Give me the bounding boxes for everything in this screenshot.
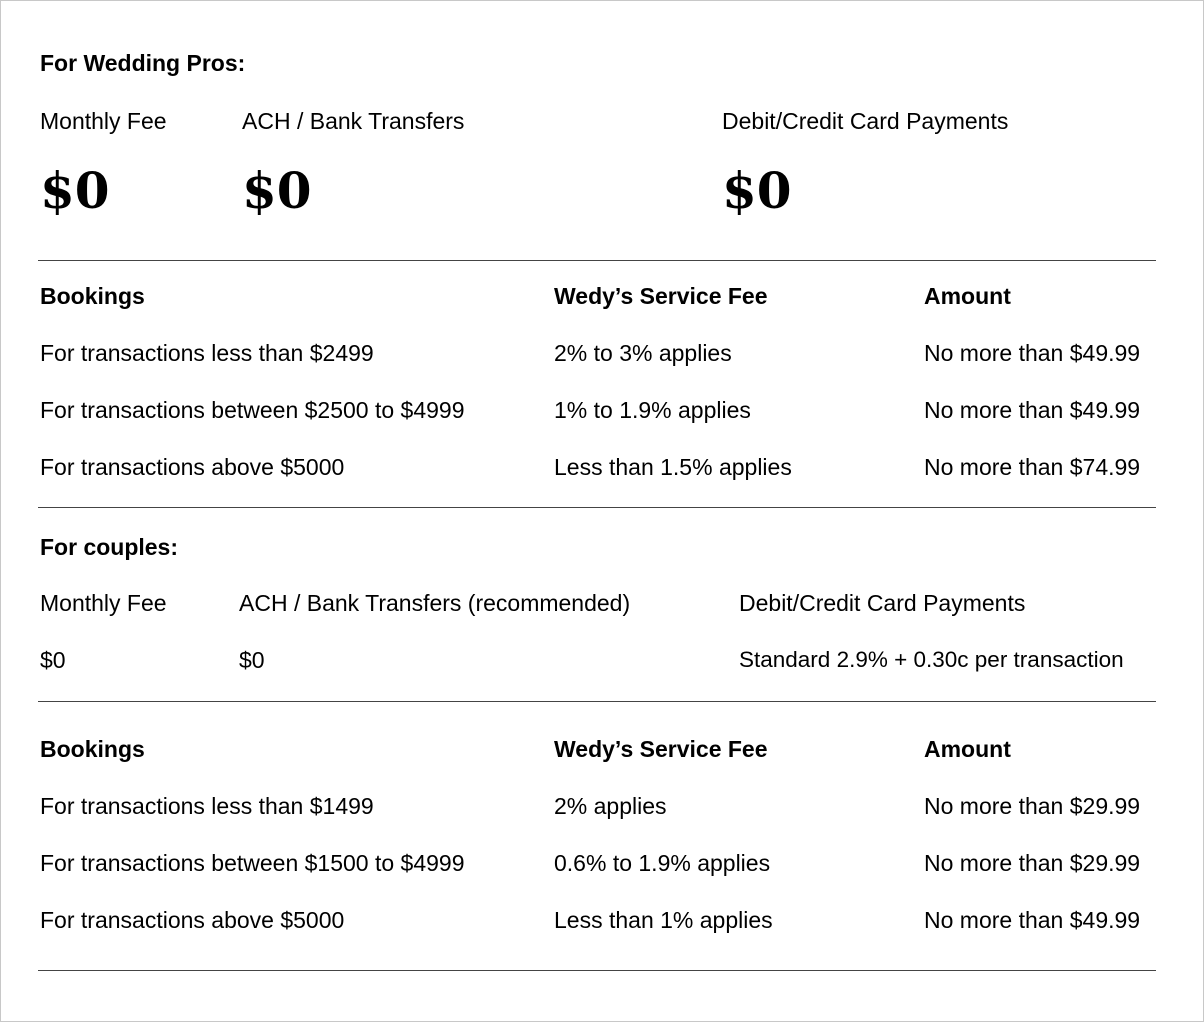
table-row-amount: No more than $49.99 xyxy=(924,907,1141,933)
couples-card-value: Standard 2.9% + 0.30c per transaction xyxy=(739,647,1124,672)
couples-ach-label: ACH / Bank Transfers (recommended) xyxy=(239,590,631,616)
table-header-amount: Amount xyxy=(924,283,1011,309)
divider xyxy=(38,507,1156,508)
pros-card-label: Debit/Credit Card Payments xyxy=(722,108,1009,134)
couples-card-label: Debit/Credit Card Payments xyxy=(739,590,1026,616)
table-header-service-fee: Wedy’s Service Fee xyxy=(554,283,768,309)
divider xyxy=(38,701,1156,702)
table-row-amount: No more than $29.99 xyxy=(924,850,1141,876)
couples-ach-value: $0 xyxy=(239,647,265,673)
table-row-service-fee: 2% to 3% applies xyxy=(554,340,732,366)
pros-ach-value: $0 xyxy=(242,161,312,220)
table-header-bookings: Bookings xyxy=(40,283,145,309)
pros-card-value: $0 xyxy=(722,161,792,220)
table-row-bookings: For transactions less than $2499 xyxy=(40,340,374,366)
table-row-service-fee: Less than 1% applies xyxy=(554,907,773,933)
table-header-service-fee: Wedy’s Service Fee xyxy=(554,736,768,762)
table-row-amount: No more than $29.99 xyxy=(924,793,1141,819)
table-row-bookings: For transactions above $5000 xyxy=(40,907,345,933)
divider xyxy=(38,970,1156,971)
table-row-amount: No more than $74.99 xyxy=(924,454,1141,480)
table-row-bookings: For transactions less than $1499 xyxy=(40,793,374,819)
couples-monthly-fee-value: $0 xyxy=(40,647,66,673)
couples-monthly-fee-label: Monthly Fee xyxy=(40,590,167,616)
pros-section-title: For Wedding Pros: xyxy=(40,50,246,76)
table-row-service-fee: 0.6% to 1.9% applies xyxy=(554,850,771,876)
table-header-amount: Amount xyxy=(924,736,1011,762)
pros-monthly-fee-label: Monthly Fee xyxy=(40,108,167,134)
table-row-amount: No more than $49.99 xyxy=(924,397,1141,423)
table-row-bookings: For transactions between $2500 to $4999 xyxy=(40,397,465,423)
table-row-amount: No more than $49.99 xyxy=(924,340,1141,366)
table-header-bookings: Bookings xyxy=(40,736,145,762)
pros-ach-label: ACH / Bank Transfers xyxy=(242,108,465,134)
table-row-bookings: For transactions between $1500 to $4999 xyxy=(40,850,465,876)
table-row-service-fee: 1% to 1.9% applies xyxy=(554,397,751,423)
couples-section-title: For couples: xyxy=(40,534,179,560)
table-row-service-fee: 2% applies xyxy=(554,793,667,819)
table-row-bookings: For transactions above $5000 xyxy=(40,454,345,480)
pros-monthly-fee-value: $0 xyxy=(40,161,110,220)
table-row-service-fee: Less than 1.5% applies xyxy=(554,454,792,480)
divider xyxy=(38,260,1156,261)
